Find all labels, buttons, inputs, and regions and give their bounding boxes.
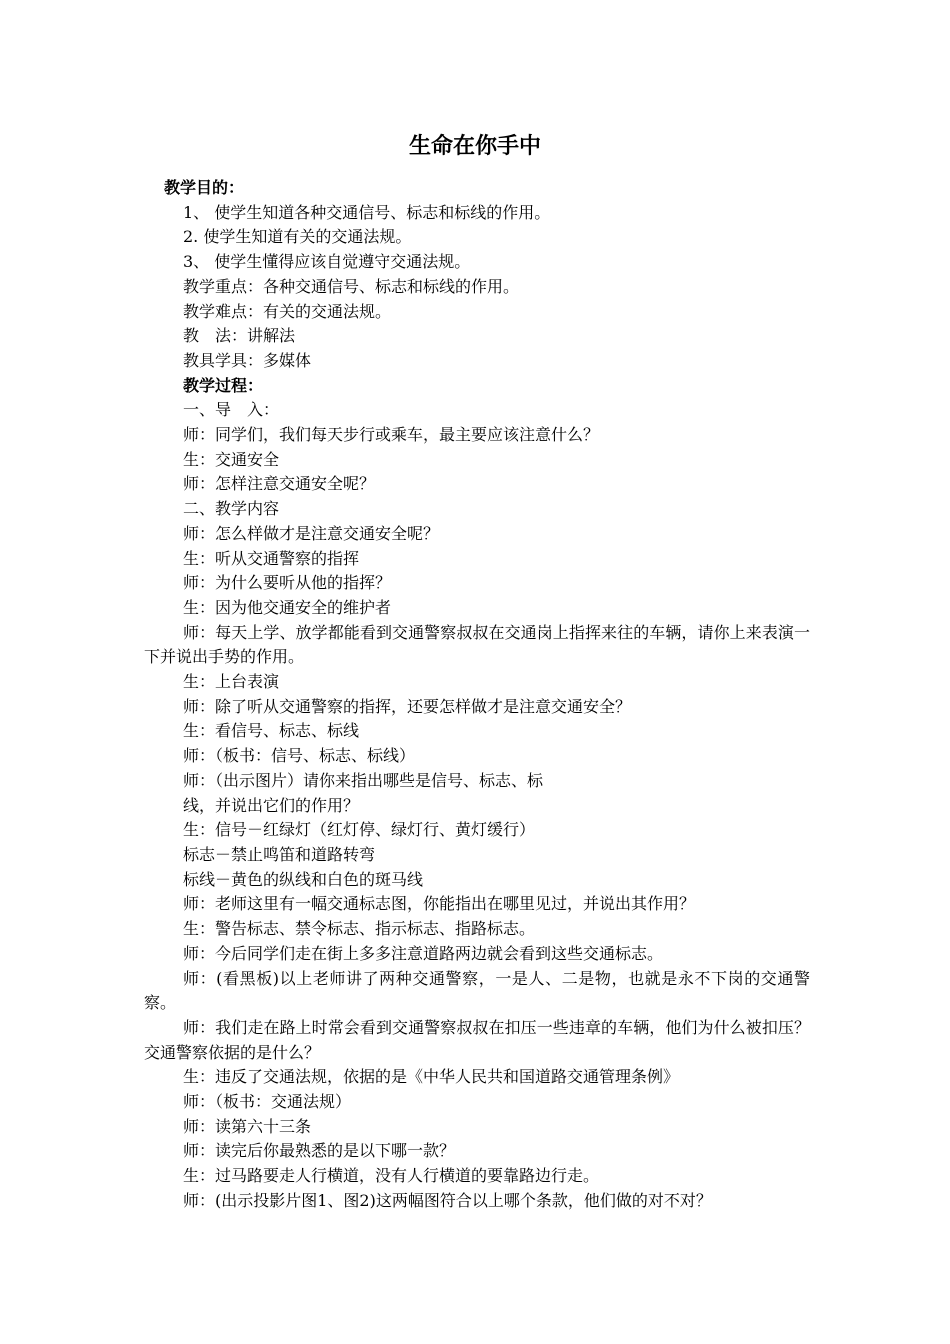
dialogue-line: 师：同学们，我们每天步行或乘车，最主要应该注意什么？ xyxy=(183,425,600,445)
dialogue-line: 生：违反了交通法规，依据的是《中华人民共和国道路交通管理条例》 xyxy=(183,1067,680,1087)
dialogue-paragraph: 师：每天上学、放学都能看到交通警察叔叔在交通岗上指挥来往的车辆，请你上来表演一下并说出手势的作用。 xyxy=(144,622,810,667)
dialogue-line: 师：怎么样做才是注意交通安全呢？ xyxy=(183,523,440,543)
dialogue-line: 师：读第六十三条 xyxy=(183,1116,312,1136)
dialogue-line: 生：听从交通警察的指挥 xyxy=(183,548,360,568)
dialogue-line: 标线－黄色的纵线和白色的斑马线 xyxy=(183,869,424,889)
dialogue-line: 师：怎样注意交通安全呢？ xyxy=(183,474,376,494)
teaching-aids: 教具学具：多媒体 xyxy=(183,350,312,370)
dialogue-line: 师：为什么要听从他的指挥？ xyxy=(183,573,392,593)
dialogue-line: 师：老师这里有一幅交通标志图，你能指出在哪里见过，并说出其作用？ xyxy=(183,894,696,914)
dialogue-line: 生：上台表演 xyxy=(183,672,280,692)
teaching-difficulty: 教学难点：有关的交通法规。 xyxy=(183,301,392,321)
dialogue-line: 生：看信号、标志、标线 xyxy=(183,721,360,741)
dialogue-line: 师：（出示图片）请你来指出哪些是信号、标志、标 xyxy=(183,770,544,790)
teaching-method: 教 法：讲解法 xyxy=(183,326,296,346)
section-heading: 二、教学内容 xyxy=(183,499,280,519)
heading-teaching-process: 教学过程： xyxy=(183,375,264,395)
objective-item: 1、 使学生知道各种交通信号、标志和标线的作用。 xyxy=(183,202,551,222)
dialogue-line: 师：读完后你最熟悉的是以下哪一款？ xyxy=(183,1141,456,1161)
dialogue-line: 师：（板书：信号、标志、标线） xyxy=(183,746,416,766)
dialogue-line: 师：今后同学们走在街上多多注意道路两边就会看到这些交通标志。 xyxy=(183,943,664,963)
dialogue-line: 师：除了听从交通警察的指挥，还要怎样做才是注意交通安全？ xyxy=(183,696,632,716)
document-body xyxy=(144,176,810,1214)
heading-teaching-objectives: 教学目的： xyxy=(164,178,245,197)
dialogue-line: 生：交通安全 xyxy=(183,449,280,469)
dialogue-line: 标志－禁止鸣笛和道路转弯 xyxy=(183,844,376,864)
dialogue-line: 生：信号－红绿灯（红灯停、绿灯行、黄灯缓行） xyxy=(183,820,536,840)
dialogue-line: 生：警告标志、禁令标志、指示标志、指路标志。 xyxy=(183,919,536,939)
dialogue-line: 生：过马路要走人行横道，没有人行横道的要靠路边行走。 xyxy=(183,1166,600,1186)
dialogue-line: 师：（板书：交通法规） xyxy=(183,1092,352,1112)
dialogue-paragraph: 师：(看黑板)以上老师讲了两种交通警察，一是人、二是物，也就是永不下岗的交通警察。 xyxy=(144,968,810,1013)
dialogue-line: 线，并说出它们的作用？ xyxy=(183,795,360,815)
teaching-focus: 教学重点：各种交通信号、标志和标线的作用。 xyxy=(183,276,520,296)
section-heading: 一、导 入： xyxy=(183,400,280,420)
dialogue-paragraph: 师：我们走在路上时常会看到交通警察叔叔在扣压一些违章的车辆，他们为什么被扣压？交通警察依据的是什么？ xyxy=(144,1017,810,1062)
document-title: 生命在你手中 xyxy=(408,134,541,159)
objective-item: 2. 使学生知道有关的交通法规。 xyxy=(183,227,412,247)
dialogue-line: 生：因为他交通安全的维护者 xyxy=(183,597,392,617)
objective-item: 3、 使学生懂得应该自觉遵守交通法规。 xyxy=(183,252,471,272)
dialogue-line: 师：(出示投影片图1、图2)这两幅图符合以上哪个条款，他们做的对不对？ xyxy=(183,1190,712,1210)
